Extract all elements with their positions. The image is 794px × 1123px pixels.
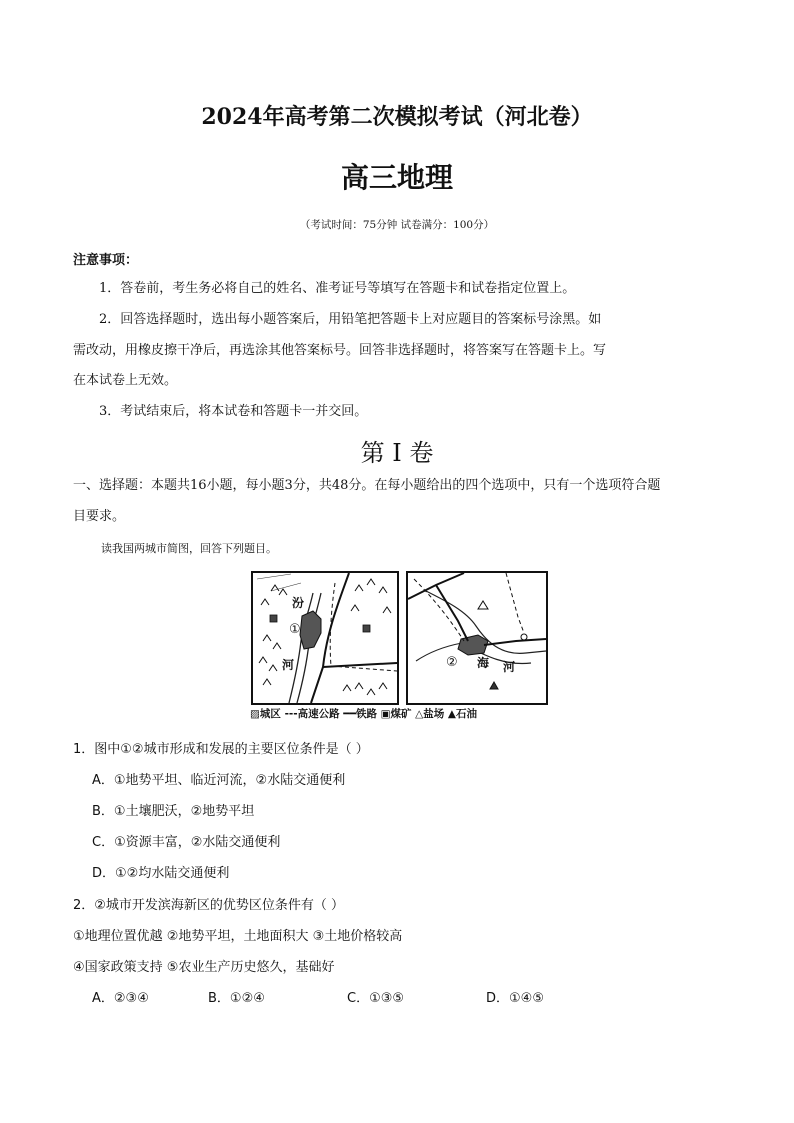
question-1-stem: 1．图中①②城市形成和发展的主要区位条件是（ ） [73, 742, 369, 757]
left-map-panel [252, 572, 398, 704]
question-1-option-d: D．①②均水陆交通便利 [92, 866, 230, 881]
notice-item-2-line-3: 在本试卷上无效。 [73, 373, 178, 388]
right-river-label-b: 河 [503, 660, 516, 674]
question-2-option-a: A．②③④ [92, 991, 149, 1006]
city-maps-svg [251, 571, 548, 706]
right-city-label: ② [446, 655, 458, 670]
question-1-option-a: A．①地势平坦、临近河流，②水陆交通便利 [92, 773, 346, 788]
notice-item-3: 3．考试结束后，将本试卷和答题卡一并交回。 [99, 404, 368, 419]
question-2-option-d: D．①④⑤ [486, 991, 544, 1006]
right-river-label-a: 海 [477, 656, 490, 670]
question-2-conditions-line-1: ①地理位置优越 ②地势平坦，土地面积大 ③土地价格较高 [73, 929, 403, 944]
notice-item-2-line-2: 需改动，用橡皮擦干净后，再选涂其他答案标号。回答非选择题时，将答案写在答题卡上。写 [73, 343, 607, 358]
question-1-option-c: C．①资源丰富，②水陆交通便利 [92, 835, 281, 850]
question-2-option-c: C．①③⑤ [347, 991, 405, 1006]
left-city-label: ① [289, 622, 301, 637]
question-2-stem: 2．②城市开发滨海新区的优势区位条件有（ ） [73, 898, 345, 913]
section-line-2: 目要求。 [73, 509, 126, 524]
question-1-option-b: B．①土壤肥沃，②地势平坦 [92, 804, 255, 819]
city-map-figure [251, 571, 548, 721]
right-map-panel [407, 572, 547, 704]
left-river-label-top: 汾 [292, 596, 305, 610]
exam-title: 2024年高考第二次模拟考试（河北卷） [201, 104, 593, 130]
notice-item-2-line-1: 2．回答选择题时，选出每小题答案后，用铅笔把答题卡上对应题目的答案标号涂黑。如 [99, 312, 602, 327]
exam-info: （考试时间：75分钟 试卷满分：100分） [299, 219, 495, 231]
map-legend: ▨城区 ---高速公路 ━━铁路 ▣煤矿 △盐场 ▲石油 [250, 708, 477, 720]
notice-heading: 注意事项： [73, 253, 139, 268]
notice-item-1: 1．答卷前，考生务必将自己的姓名、准考证号等填写在答题卡和试卷指定位置上。 [99, 281, 576, 296]
question-2-conditions-line-2: ④国家政策支持 ⑤农业生产历史悠久，基础好 [73, 960, 335, 975]
section-intro: 读我国两城市简图，回答下列题目。 [101, 542, 277, 555]
section-line-1: 一、选择题：本题共16小题，每小题3分，共48分。在每小题给出的四个选项中，只有一个选项符合题 [73, 478, 661, 493]
subject-title: 高三地理 [340, 161, 453, 194]
left-river-label-bottom: 河 [282, 658, 295, 672]
part-title: 第 I 卷 [360, 439, 434, 467]
question-2-option-b: B．①②④ [208, 991, 265, 1006]
